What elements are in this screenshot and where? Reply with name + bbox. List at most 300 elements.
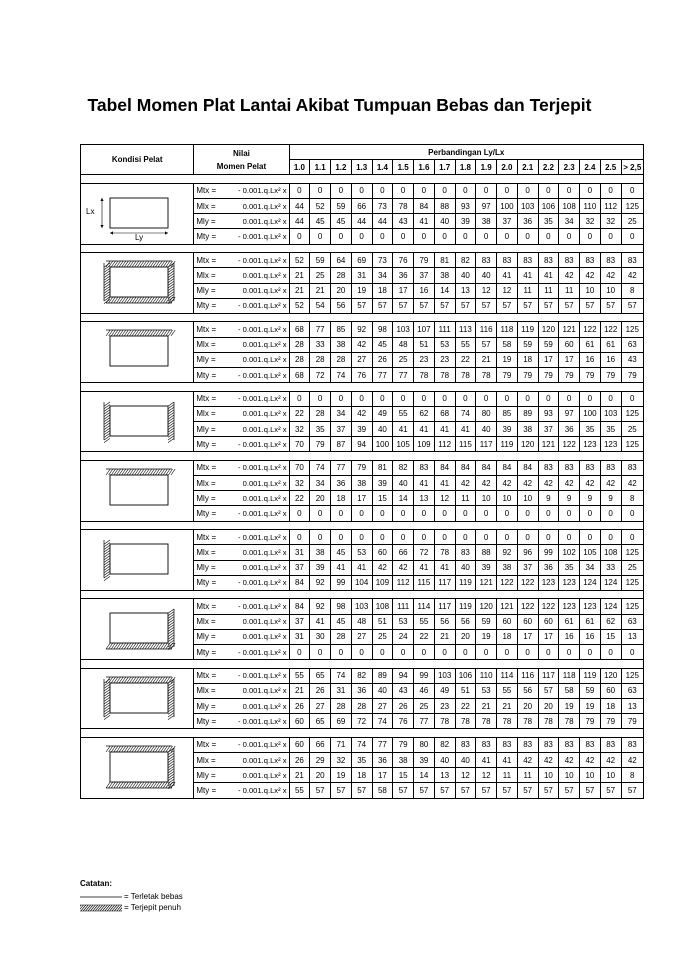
moment-value: 109 [372,575,393,590]
spacer-cell [414,175,435,184]
spacer-cell [476,729,497,738]
spacer-cell [236,313,289,322]
ratio-header-cell: 1.9 [476,160,497,175]
moment-value: 14 [393,491,414,506]
moment-value: 115 [414,575,435,590]
ratio-header-cell: 1.4 [372,160,393,175]
moment-value: 70 [289,460,310,475]
moment-value: 103 [600,406,621,421]
moment-value: 83 [621,253,643,268]
spacer-cell [580,383,601,392]
moment-value: 42 [372,560,393,575]
moment-value: 0 [517,506,538,521]
spacer-cell [476,244,497,253]
moment-value: 53 [351,545,372,560]
moment-value: 18 [331,491,352,506]
spacer-cell [600,313,621,322]
moment-value: 21 [434,629,455,644]
spacer-cell [497,313,518,322]
spacer-cell [236,590,289,599]
moment-formula: - 0.001.q.Lx² x [236,322,289,337]
moment-value: 57 [600,783,621,798]
moment-value: 82 [393,460,414,475]
moment-label: Mly = [194,768,237,783]
spacer-cell [559,452,580,461]
moment-value: 60 [289,737,310,752]
moment-label: Mtx = [194,391,237,406]
moment-value: 60 [289,714,310,729]
moment-value: 0 [476,530,497,545]
moment-label: Mty = [194,298,237,313]
moment-value: 55 [414,614,435,629]
moment-value: 19 [351,283,372,298]
moment-value: 0 [310,229,331,244]
moment-value: 28 [351,699,372,714]
moment-value: 123 [559,599,580,614]
fixed-edge-hatch [106,469,175,475]
moment-value: 21 [289,683,310,698]
moment-value: 0 [393,506,414,521]
spacer-cell [310,521,331,530]
moment-label: Mlx = [194,476,237,491]
ratio-header-cell: 2.0 [497,160,518,175]
moment-value: 117 [434,575,455,590]
moment-value: 105 [580,545,601,560]
moment-value: 64 [331,253,352,268]
spacer-cell [621,313,643,322]
moment-value: 76 [393,253,414,268]
ratio-header-cell: 1.3 [351,160,372,175]
spacer-cell [194,660,237,669]
moment-value: 26 [289,753,310,768]
moment-value: 57 [414,783,435,798]
moment-value: 53 [393,614,414,629]
moment-value: 36 [393,268,414,283]
moment-value: 0 [497,391,518,406]
moment-value: 59 [310,253,331,268]
spacer-cell [236,660,289,669]
moment-value: 57 [351,298,372,313]
moment-value: 25 [393,352,414,367]
moment-value: 37 [414,268,435,283]
moment-value: 60 [517,614,538,629]
moment-value: 55 [393,406,414,421]
spacer-cell [393,383,414,392]
spacer-cell [81,729,194,738]
moment-value: 9 [600,491,621,506]
moment-value: 0 [331,506,352,521]
moment-value: 115 [455,437,476,452]
spacer-cell [559,521,580,530]
moment-value: 119 [455,599,476,614]
fixed-edge-hatch-icon [80,904,122,912]
spacer-cell [236,175,289,184]
moment-formula: 0.001.q.Lx² x [236,560,289,575]
plate-rectangle [110,683,168,713]
moment-value: 31 [351,268,372,283]
moment-value: 79 [559,367,580,382]
spacer-cell [476,383,497,392]
moment-value: 0 [559,391,580,406]
moment-value: 123 [559,575,580,590]
moment-value: 125 [621,322,643,337]
spacer-cell [517,521,538,530]
moment-value: 98 [372,322,393,337]
spacer-cell [600,660,621,669]
fixed-edge-hatch [106,782,175,788]
moment-value: 41 [538,268,559,283]
plate-condition-cell [81,599,194,660]
moment-value: 78 [476,367,497,382]
header-nilai-line2: Momen Pelat [216,161,267,171]
moment-formula: - 0.001.q.Lx² x [236,644,289,659]
moment-value: 19 [497,352,518,367]
ratio-header-cell: 1.1 [310,160,331,175]
ratio-header-cell: 2.3 [559,160,580,175]
moment-value: 79 [600,714,621,729]
moment-value: 41 [351,560,372,575]
moment-value: 121 [559,322,580,337]
moment-value: 54 [310,298,331,313]
moment-value: 120 [476,599,497,614]
header-nilai-momen [194,145,289,175]
spacer-cell [600,590,621,599]
spacer-cell [538,244,559,253]
moment-value: 121 [476,575,497,590]
moment-value: 28 [331,699,352,714]
moment-formula: - 0.001.q.Lx² x [236,599,289,614]
moment-value: 57 [476,337,497,352]
moment-value: 58 [497,337,518,352]
moment-value: 112 [393,575,414,590]
moment-value: 0 [455,530,476,545]
moment-value: 40 [476,268,497,283]
moment-label: Mly = [194,283,237,298]
moment-formula: 0.001.q.Lx² x [236,476,289,491]
moment-formula: - 0.001.q.Lx² x [236,367,289,382]
moment-value: 83 [600,253,621,268]
moment-value: 9 [580,491,601,506]
moment-value: 106 [538,199,559,214]
moment-value: 57 [434,298,455,313]
spacer-cell [310,452,331,461]
spacer-cell [310,383,331,392]
moment-value: 0 [351,506,372,521]
moment-value: 46 [414,683,435,698]
moment-value: 15 [393,768,414,783]
moment-value: 57 [455,298,476,313]
moment-value: 9 [559,491,580,506]
moment-value: 28 [310,406,331,421]
moment-value: 79 [414,253,435,268]
moment-value: 63 [621,683,643,698]
table-row [81,391,644,406]
spacer-cell [351,383,372,392]
moment-label: Mtx = [194,668,237,683]
moment-value: 0 [372,183,393,198]
moment-value: 57 [331,783,352,798]
ratio-header-cell: 2.1 [517,160,538,175]
spacer-cell [497,452,518,461]
moment-value: 79 [538,367,559,382]
moment-value: 23 [434,352,455,367]
spacer-cell [331,660,352,669]
moment-value: 57 [351,783,372,798]
moment-value: 0 [372,391,393,406]
moment-value: 0 [559,530,580,545]
moment-value: 123 [580,437,601,452]
moment-value: 0 [372,229,393,244]
moment-value: 100 [497,199,518,214]
moment-value: 8 [621,768,643,783]
moment-value: 25 [621,422,643,437]
spacer-cell [236,452,289,461]
moment-value: 19 [559,699,580,714]
fixed-edge-hatch [104,263,110,304]
moment-value: 37 [517,560,538,575]
moment-value: 97 [559,406,580,421]
moment-value: 0 [289,229,310,244]
moment-value: 33 [600,560,621,575]
moment-value: 83 [580,737,601,752]
moment-value: 85 [331,322,352,337]
moment-value: 55 [455,337,476,352]
moment-value: 18 [351,768,372,783]
spacer-cell [580,590,601,599]
spacer-cell [621,452,643,461]
moment-value: 112 [600,199,621,214]
moment-value: 55 [289,668,310,683]
moment-value: 13 [621,629,643,644]
plate-condition-cell [81,737,194,798]
moment-label: Mly = [194,422,237,437]
moment-value: 0 [455,644,476,659]
moment-value: 68 [434,406,455,421]
moment-value: 79 [621,714,643,729]
moment-value: 0 [580,391,601,406]
moment-formula: - 0.001.q.Lx² x [236,737,289,752]
moment-value: 60 [372,545,393,560]
moment-value: 61 [580,337,601,352]
spacer-cell [455,660,476,669]
moment-value: 123 [538,575,559,590]
moment-value: 28 [310,352,331,367]
moment-value: 13 [621,699,643,714]
moment-value: 103 [517,199,538,214]
table-row [81,322,644,337]
moment-value: 24 [393,629,414,644]
header-kondisi-pelat: Kondisi Pelat [81,145,194,175]
moment-label: Mtx = [194,599,237,614]
moment-value: 57 [434,783,455,798]
moment-value: 117 [434,599,455,614]
moment-value: 42 [351,406,372,421]
moment-value: 102 [559,545,580,560]
moment-value: 20 [310,768,331,783]
spacer-cell [289,244,310,253]
moment-value: 78 [455,367,476,382]
moment-value: 123 [600,437,621,452]
moment-value: 71 [331,737,352,752]
spacer-cell [476,313,497,322]
moment-value: 72 [351,714,372,729]
spacer-cell [351,452,372,461]
moment-value: 84 [517,460,538,475]
moment-value: 85 [497,406,518,421]
moment-value: 17 [351,491,372,506]
spacer-cell [289,313,310,322]
moment-value: 108 [600,545,621,560]
moment-value: 92 [351,322,372,337]
moment-value: 78 [434,714,455,729]
table-row [81,668,644,683]
moment-value: 111 [434,322,455,337]
moment-value: 124 [600,575,621,590]
moment-value: 53 [434,337,455,352]
moment-value: 43 [393,683,414,698]
moment-value: 41 [434,422,455,437]
moment-value: 83 [559,460,580,475]
moment-value: 120 [538,322,559,337]
free-edge-line-icon [80,893,122,901]
moment-value: 0 [497,229,518,244]
moment-value: 0 [538,229,559,244]
moment-value: 21 [476,699,497,714]
moment-value: 82 [434,737,455,752]
moment-value: 99 [414,668,435,683]
moment-value: 89 [372,668,393,683]
moment-value: 0 [455,183,476,198]
fixed-edge-hatch [168,609,174,650]
moment-value: 108 [372,599,393,614]
fixed-edge-hatch [168,748,174,789]
moment-value: 17 [372,768,393,783]
moment-label: Mty = [194,714,237,729]
moment-value: 59 [580,683,601,698]
moment-value: 11 [455,491,476,506]
moment-value: 57 [559,298,580,313]
moment-value: 44 [372,214,393,229]
moment-value: 121 [497,599,518,614]
moment-value: 38 [351,476,372,491]
moment-value: 66 [393,545,414,560]
moment-value: 57 [580,298,601,313]
moment-value: 0 [559,183,580,198]
moment-value: 19 [580,699,601,714]
plate-condition-cell [81,668,194,729]
spacer-cell [393,660,414,669]
table-body [81,175,644,798]
moment-value: 42 [559,476,580,491]
moment-value: 17 [538,352,559,367]
moment-value: 14 [414,768,435,783]
moment-value: 0 [600,644,621,659]
moment-formula: - 0.001.q.Lx² x [236,253,289,268]
moment-value: 17 [393,283,414,298]
moment-value: 92 [310,575,331,590]
moment-value: 13 [455,283,476,298]
moment-value: 81 [372,460,393,475]
moment-value: 57 [393,783,414,798]
moment-value: 94 [351,437,372,452]
spacer-cell [81,313,194,322]
lx-dimension [86,198,104,228]
moment-value: 0 [476,183,497,198]
moment-value: 57 [600,298,621,313]
moment-value: 83 [538,737,559,752]
spacer-cell [559,590,580,599]
moment-value: 79 [497,367,518,382]
moment-value: 76 [351,367,372,382]
moment-value: 57 [538,683,559,698]
moment-value: 30 [310,629,331,644]
moment-value: 32 [331,753,352,768]
moment-value: 35 [600,422,621,437]
moment-value: 65 [310,668,331,683]
moment-value: 25 [621,560,643,575]
moment-formula: 0.001.q.Lx² x [236,683,289,698]
moment-value: 16 [600,352,621,367]
spacer-cell [497,729,518,738]
moment-value: 79 [580,367,601,382]
moment-value: 83 [600,737,621,752]
moment-value: 84 [289,599,310,614]
moment-formula: - 0.001.q.Lx² x [236,668,289,683]
moment-value: 66 [351,199,372,214]
spacer-cell [600,175,621,184]
moment-value: 74 [331,668,352,683]
moment-value: 122 [517,599,538,614]
moment-value: 84 [476,460,497,475]
moment-value: 27 [310,699,331,714]
moment-value: 27 [372,699,393,714]
moment-label: Mlx = [194,614,237,629]
spacer-cell [194,590,237,599]
moment-value: 80 [414,737,435,752]
moment-value: 0 [497,506,518,521]
moment-value: 34 [331,406,352,421]
spacer-cell [538,521,559,530]
moment-value: 78 [434,367,455,382]
moment-value: 109 [414,437,435,452]
spacer-cell [455,729,476,738]
moment-value: 121 [538,437,559,452]
moment-value: 0 [600,183,621,198]
moment-value: 99 [331,575,352,590]
moment-value: 57 [455,783,476,798]
moment-value: 0 [455,391,476,406]
moment-value: 125 [621,545,643,560]
moment-value: 0 [414,644,435,659]
spacer-cell [600,244,621,253]
moment-value: 116 [476,322,497,337]
moment-value: 63 [621,614,643,629]
moment-value: 35 [538,214,559,229]
moment-label: Mtx = [194,530,237,545]
moment-value: 10 [600,283,621,298]
ratio-header-cell: 1.0 [289,160,310,175]
moment-value: 57 [517,298,538,313]
moment-value: 79 [393,737,414,752]
moment-value: 89 [517,406,538,421]
moment-formula: 0.001.q.Lx² x [236,545,289,560]
fixed-edge-hatch [106,677,175,683]
moment-value: 0 [331,644,352,659]
spacer-cell [393,175,414,184]
moment-value: 20 [538,699,559,714]
moment-formula: 0.001.q.Lx² x [236,268,289,283]
moment-value: 12 [476,768,497,783]
